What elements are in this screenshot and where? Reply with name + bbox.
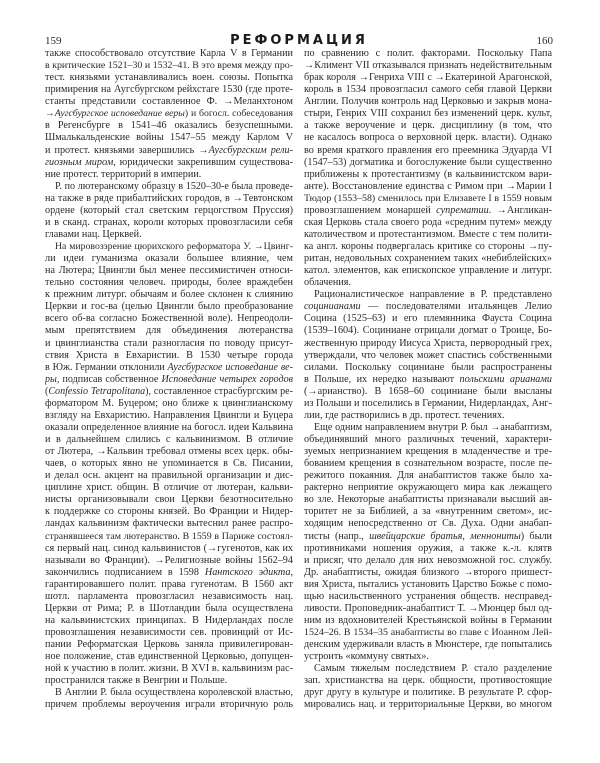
italic-term: Исповедание четырех городов <box>161 373 293 385</box>
text-line <box>45 663 293 675</box>
text-line <box>304 567 552 579</box>
running-title: РЕФОРМАЦИЯ <box>230 33 368 48</box>
text-line <box>45 482 293 494</box>
text-line <box>45 410 293 422</box>
text-line <box>304 362 552 374</box>
text-segment: нисты организовывали свои Церкви безотносительно <box>45 494 293 506</box>
text-line <box>304 506 552 518</box>
text-segment: (→арианство). В 1658–60 социниане были высланы <box>304 385 552 397</box>
text-line <box>304 277 552 289</box>
text-line <box>45 229 293 241</box>
italic-term: супрематии <box>436 204 489 216</box>
text-segment: тельно состояния человеч. природы, более враждебен <box>45 277 293 289</box>
text-segment: устроить «коммуну святых». <box>304 651 429 663</box>
text-segment: и в дальнейшем слились с кальвинизмом. В отличие <box>45 434 293 445</box>
text-segment: и протест. князьями завершились → <box>45 144 209 156</box>
text-segment: → <box>45 108 55 120</box>
text-segment: и присяг, что делало для них невозможной гос. службу. <box>304 554 552 566</box>
text-segment: ( <box>45 385 49 397</box>
text-segment: циплине христ. общин. В отличие от лютеран, кальви- <box>45 482 293 494</box>
text-segment: на Лютера; Цвингли был менее пессимистичен относи- <box>45 265 293 277</box>
italic-term: социнианами <box>304 301 361 313</box>
italic-term: Confessio Tetrapolitana <box>48 385 146 397</box>
text-segment: в Юж. Германии отклонили <box>45 361 168 373</box>
text-line <box>45 675 293 687</box>
text-line <box>304 663 552 675</box>
text-segment: щью насильственного устранения обществ. несправед- <box>304 590 552 602</box>
text-line <box>45 241 293 253</box>
text-line <box>45 615 293 627</box>
text-segment: противниками ношения оружия, а также к.-л. клятв <box>304 542 552 554</box>
text-segment: Еще одним направлением внутри Р. был →анабаптизм, <box>314 421 552 433</box>
text-line <box>304 325 552 337</box>
text-segment: Др. анабаптисты, ожидая близкого →второго пришест- <box>304 566 552 578</box>
text-segment: чаев, о которых явно не упоминается в Св. Писании, <box>45 458 293 470</box>
paragraph <box>45 687 293 711</box>
text-segment: пании Реформатская Церковь заняла привилегирован- <box>45 639 293 651</box>
text-line <box>45 338 293 350</box>
text-segment: форматором М. Буцером; оно ближе к цвинглианскому <box>45 397 293 409</box>
text-segment: ходящим непосредственно от Св. Духа. Одни анабап- <box>304 518 552 530</box>
text-line <box>304 108 552 120</box>
text-line <box>45 518 293 530</box>
text-segment: Рационалистическое направление в Р. представлено <box>314 289 552 301</box>
text-line <box>304 96 552 108</box>
text-segment: Церкви и гос-ва (целью Цвингли было преобразование <box>45 301 293 313</box>
text-segment: странявшееся там лютеранство. В 1559 в Париже состоял- <box>45 530 293 542</box>
text-segment: анте). Восстановление единства с Римом при →Марии I <box>304 180 552 192</box>
text-line <box>304 84 552 96</box>
text-segment: , <box>290 566 293 578</box>
text-segment: объединявший много различных течений, характери- <box>304 434 552 445</box>
text-line <box>45 458 293 470</box>
text-segment: ное положение, став единственной Церковью, допущен- <box>45 651 293 663</box>
text-segment: примирения на Аугсбургском рейхстаге 1530 (где проте- <box>45 84 293 96</box>
text-line <box>45 350 293 362</box>
text-line <box>304 374 552 386</box>
text-line <box>45 72 293 84</box>
text-segment: ), составленное страсбургским ре- <box>145 385 293 397</box>
text-segment: по сравнению с полит. факторами. Поскольку Папа <box>304 48 552 59</box>
text-line <box>304 386 552 398</box>
text-line <box>45 313 293 325</box>
text-segment: во время краткого правления его преемника Эдуарда VI <box>304 144 552 156</box>
text-segment: от Лютера, →Кальвин требовал отмены всех церк. обы- <box>45 446 293 458</box>
text-segment: Тюдор (1553–58) сменилось при Елизавете I в 1559 новым <box>304 192 552 204</box>
text-line <box>304 651 552 663</box>
text-line <box>304 434 552 446</box>
text-segment: ) и богосл. собеседования <box>184 108 293 120</box>
text-line <box>45 699 293 711</box>
text-line <box>304 205 552 217</box>
text-line <box>45 289 293 301</box>
text-line <box>45 567 293 579</box>
italic-term: Аугсбургское исповедание веры <box>54 108 185 120</box>
text-segment: главами нац. Церквей. <box>45 228 142 240</box>
text-line <box>304 603 552 615</box>
text-line <box>304 470 552 482</box>
text-line <box>45 555 293 567</box>
text-segment: ландах кальвинизм фактически вытеснил ранее распро- <box>45 518 293 530</box>
text-segment: ся первый нац. синод кальвинистов (→гугенотов, как их <box>45 542 293 554</box>
text-line <box>304 531 552 543</box>
text-segment: Церкви от Рима; Р. в Шотландии была осуществлена <box>45 602 293 614</box>
text-line <box>304 422 552 434</box>
text-line <box>45 253 293 265</box>
text-segment: , подписав собственное <box>56 373 162 385</box>
text-segment: ним из вдохновителей Крестьянской войны в Германии <box>304 614 552 626</box>
text-line <box>45 108 293 120</box>
text-line <box>45 145 293 157</box>
text-segment: зап. христианства на церк. общности, противостоящие <box>304 675 552 687</box>
text-line <box>45 591 293 603</box>
text-segment: ной к участию в полит. жизни. В XVI в. кальвинизм рас- <box>45 663 293 675</box>
text-segment: взгляду на Евхаристию. Направления Цвингли и Буцера <box>45 409 293 421</box>
text-line <box>45 325 293 337</box>
text-line <box>45 157 293 169</box>
text-segment: друг другу в культуре и политике. В результате Р. сфор- <box>304 687 552 699</box>
text-line <box>304 615 552 627</box>
text-line <box>45 301 293 313</box>
text-segment: также способствовало отсутствие Карла V в Германии <box>45 48 293 59</box>
text-segment: в Регенсбурге в 1541–46 оказались безуспешными. <box>45 120 293 132</box>
text-line <box>45 603 293 615</box>
italic-term: гиозным миром <box>45 156 114 168</box>
text-segment: . →Англикан- <box>488 204 552 216</box>
text-line <box>45 506 293 518</box>
text-segment: торитет не за Библией, а за «внутренним светом», ис- <box>304 506 552 518</box>
text-line <box>304 265 552 277</box>
text-segment: ская Церковь стала своего рода «средним путем» между <box>304 216 552 228</box>
text-line <box>304 543 552 555</box>
paragraph <box>304 289 552 422</box>
text-line <box>45 277 293 289</box>
text-segment: всего об-ва согласно Божественной воле). Непреодоли- <box>45 313 293 325</box>
italic-term: меннониты <box>470 530 521 542</box>
text-line <box>45 627 293 639</box>
text-line <box>45 434 293 446</box>
text-segment: шотл. парламента провозгласил независимость нац. <box>45 590 293 602</box>
text-segment: ние протест. территорий в империи. <box>45 168 202 180</box>
text-segment: в критические 1521–30 и 1532–41. В это время между про- <box>45 60 293 72</box>
text-line <box>45 48 293 60</box>
italic-term: польскими арианами <box>459 373 552 385</box>
text-line <box>45 265 293 277</box>
text-segment: во зле. Некоторые анабаптисты признавали высший ав- <box>304 494 552 506</box>
text-segment: денским удерживали власть в Мюнстере, где попытались <box>304 639 552 651</box>
text-line <box>304 627 552 639</box>
text-line <box>45 639 293 651</box>
text-segment: ) были <box>520 530 552 542</box>
text-segment: а также вероучение и церк. дисциплину (в том, что <box>304 120 552 132</box>
paragraph <box>304 422 552 663</box>
text-line <box>45 205 293 217</box>
text-line <box>45 446 293 458</box>
text-segment: мым препятствием для объединения лютеранства <box>45 325 293 337</box>
text-segment: облачения. <box>304 277 352 289</box>
text-segment: ордене (который стал светским герцогством Пруссия) <box>45 204 293 216</box>
text-segment: Шмалькальденские войны 1547–55 между Карлом V <box>45 132 293 144</box>
text-segment: приближены к протестантизму (в кальвинистском вари- <box>304 168 552 180</box>
text-line <box>304 181 552 193</box>
italic-term: Аугсбургское исповедание ве- <box>167 361 293 373</box>
text-segment: лии, где растворились в др. протест. течениях. <box>304 409 505 421</box>
text-segment: ка англ. короны подвергалась критике со стороны →пу- <box>304 241 552 252</box>
text-segment: , юридически закрепившим существова- <box>113 156 293 168</box>
text-segment: ритан, недовольных сохранением таких «небиблейских» <box>304 253 552 265</box>
text-segment: к поддержке со стороны князей. Во Франции и Нидер- <box>45 506 293 518</box>
text-segment: брак короля →Генриха VIII с →Екатериной Арагонской, <box>304 72 552 84</box>
text-line <box>45 422 293 434</box>
text-line <box>304 193 552 205</box>
text-line <box>45 651 293 663</box>
text-line <box>304 301 552 313</box>
text-segment: закончились подписанием в 1598 <box>45 566 205 578</box>
italic-term: ры <box>45 373 57 385</box>
text-line <box>45 181 293 193</box>
text-segment: (1539–1604). Социниане отрицали догмат о Троице, Бо- <box>304 325 552 337</box>
text-segment: — последователями итальянцев Лелио <box>360 301 552 313</box>
left-column <box>45 48 293 711</box>
text-line <box>45 543 293 555</box>
text-segment: тисты (напр., <box>304 530 370 542</box>
text-line <box>45 386 293 398</box>
text-line <box>304 494 552 506</box>
text-line <box>304 229 552 241</box>
text-line <box>304 555 552 567</box>
text-segment: провозглашения независимости сев. провинций от Ис- <box>45 627 293 638</box>
text-segment: мировались нац. и территориальные Церкви, во многом <box>304 699 552 711</box>
text-line <box>304 687 552 699</box>
text-segment: ствия Христа в Евхаристии. В 1530 четыре города <box>45 349 293 361</box>
text-segment: на также в ряде прибалтийских городов, в →Тевтонском <box>45 192 293 204</box>
text-segment: Англии. Получив контроль над Церковью и закрыв мона- <box>304 96 552 108</box>
text-segment: →Климент VII отказывался признать недействительным <box>304 60 552 72</box>
text-line <box>304 675 552 687</box>
text-line <box>45 470 293 482</box>
text-line <box>304 458 552 470</box>
text-line <box>304 699 552 711</box>
italic-term: Нантского эдикта <box>204 566 291 578</box>
text-line <box>45 193 293 205</box>
text-segment: король в 1534 провозгласил самого себя главой Церкви <box>304 84 552 96</box>
text-line <box>304 350 552 362</box>
text-line <box>304 48 552 60</box>
text-line <box>304 338 552 350</box>
text-segment: стыри, Генрих VIII сохранил без изменений церк. культ, <box>304 108 552 120</box>
text-line <box>45 120 293 132</box>
text-line <box>45 96 293 108</box>
text-segment: В Англии Р. была осуществлена королевской властью, <box>55 687 293 699</box>
text-line <box>304 253 552 265</box>
text-line <box>304 72 552 84</box>
text-segment: станты представили составленное Ф. →Меланхтоном <box>45 96 293 108</box>
text-segment: из Польши и поселились в Германии, Нидерландах, Анг- <box>304 397 552 409</box>
text-line <box>304 579 552 591</box>
text-segment: На мировоззрение цюрихского реформатора У. →Цвинг- <box>55 241 293 252</box>
text-segment: бованием крещения в сознательном возрасте, после пе- <box>304 458 552 470</box>
text-segment: и в сканд. странах, короли которых провозгласили себя <box>45 216 293 228</box>
text-segment: тест. князьями устанавливались воен. союзы. Попытка <box>45 72 293 84</box>
right-page-number: 160 <box>536 35 553 47</box>
text-segment: на кальвинистских принципах. В Нидерландах после <box>45 614 293 626</box>
text-line <box>45 84 293 96</box>
text-segment: и делал осн. акцент на правильной организации и дис- <box>45 470 293 482</box>
text-segment: к прежним литург. обычаям и более склонен к слиянию <box>45 289 293 301</box>
text-segment: , <box>462 530 471 542</box>
text-line <box>304 217 552 229</box>
italic-term: Аугсбургским рели- <box>208 144 293 156</box>
text-segment: зуемых непризнанием крещения в младенчестве и тре- <box>304 446 552 458</box>
text-segment: катол. элементов, как епископское управление и литург. <box>304 265 552 277</box>
text-line <box>45 398 293 410</box>
text-segment: католичеством и протестантизмом. Вместе с тем полити- <box>304 228 552 240</box>
text-segment: причем проблемы вероучения играли вторичную роль <box>45 699 293 711</box>
text-line <box>304 289 552 301</box>
text-line <box>304 398 552 410</box>
paragraph <box>304 48 552 289</box>
paragraph <box>45 181 293 241</box>
text-line <box>304 120 552 132</box>
text-segment: ливости. Проповедник-анабаптист Т. →Мюнцер был од- <box>304 602 552 614</box>
text-line <box>45 362 293 374</box>
text-segment: в Польше, их нередко называют <box>304 373 460 385</box>
text-segment: рактерно неприятие окружающего мира как лежащего <box>304 482 552 494</box>
paragraph <box>45 48 293 181</box>
text-segment: и цвинглианства стали разногласия по поводу присут- <box>45 337 293 349</box>
text-segment: (1547–53) догматика и богослужение были существенно <box>304 156 552 168</box>
text-segment: режитого покаяния. Для анабаптистов также было ха- <box>304 470 552 482</box>
text-line <box>304 446 552 458</box>
left-page-number: 159 <box>45 35 62 47</box>
text-line <box>45 60 293 72</box>
text-segment: Р. по лютеранскому образцу в 1520–30-е была проведе- <box>55 180 293 192</box>
text-line <box>304 591 552 603</box>
text-line <box>304 157 552 169</box>
text-segment: ли идеи гуманизма оказали большее влияние, чем <box>45 253 293 265</box>
text-line <box>304 241 552 253</box>
running-header <box>45 33 553 49</box>
text-line <box>45 217 293 229</box>
text-line <box>45 494 293 506</box>
text-line <box>304 132 552 144</box>
text-segment: пространился также в Венгрии и Польше. <box>45 675 228 687</box>
text-segment: не касалось вопроса о верховной церк. власти). Однако <box>304 132 552 144</box>
text-segment: 1524–26. В 1534–35 анабаптисты во главе с Иоанном Лей- <box>304 627 552 638</box>
paragraph <box>304 663 552 711</box>
text-line <box>45 169 293 181</box>
text-line <box>304 145 552 157</box>
text-line <box>45 687 293 699</box>
text-line <box>45 132 293 144</box>
text-line <box>304 518 552 530</box>
text-segment: утверждали, что человек может спастись собственными <box>304 349 552 361</box>
text-line <box>304 60 552 72</box>
italic-term: швейцарские братья <box>369 530 463 542</box>
paragraph <box>45 241 293 687</box>
text-line <box>45 374 293 386</box>
text-line <box>304 639 552 651</box>
text-segment: Социна (1525–63) и его племянника Фауста Социна <box>304 313 552 325</box>
text-segment: гарантировавшего полит. права гугенотам. В 1560 акт <box>45 578 293 590</box>
text-segment: жественную природу Иисуса Христа, первородный грех, <box>304 337 552 349</box>
text-line <box>304 482 552 494</box>
text-segment: называли во Франции). →Религиозные войны 1562–94 <box>45 554 293 566</box>
text-line <box>304 169 552 181</box>
text-line <box>304 313 552 325</box>
text-segment: силами. Поскольку социниане были распространены <box>304 361 552 373</box>
text-segment: вия Христа, пытались установить Царство Божье с помо- <box>304 578 552 590</box>
text-line <box>45 579 293 591</box>
text-segment: оказали определенное влияние на богосл. идеи Кальвина <box>45 421 293 433</box>
text-line <box>304 410 552 422</box>
text-segment: Самым тяжелым последствием Р. стало разделение <box>314 663 552 675</box>
right-column <box>304 48 552 711</box>
text-line <box>45 531 293 543</box>
text-segment: провозглашением монаршей <box>304 204 437 216</box>
